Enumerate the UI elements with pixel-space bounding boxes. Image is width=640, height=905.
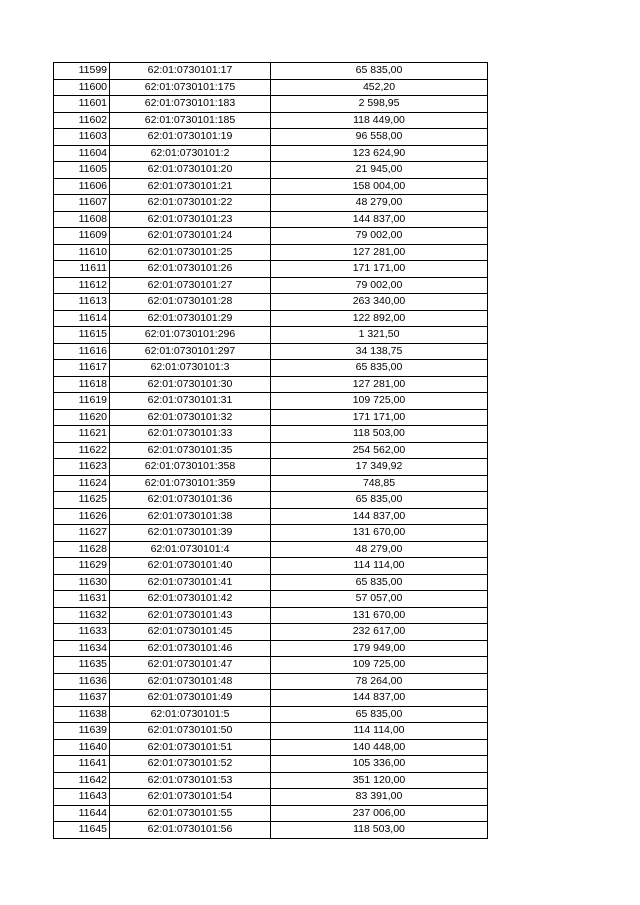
table-row — [54, 79, 488, 96]
cadastral-number-cell: 62:01:0730101:27 — [110, 277, 271, 294]
table-row — [54, 63, 488, 80]
value-cell: 118 503,00 — [271, 426, 488, 443]
value-cell: 109 725,00 — [271, 657, 488, 674]
value-cell: 2 598,95 — [271, 96, 488, 113]
value-cell: 17 349,92 — [271, 459, 488, 476]
value-cell: 65 835,00 — [271, 360, 488, 377]
row-number-cell: 11609 — [54, 228, 110, 245]
cadastral-number-cell: 62:01:0730101:41 — [110, 574, 271, 591]
row-number-cell: 11600 — [54, 79, 110, 96]
value-cell: 171 171,00 — [271, 409, 488, 426]
cadastral-number-cell: 62:01:0730101:40 — [110, 558, 271, 575]
table-row — [54, 574, 488, 591]
table-row — [54, 294, 488, 311]
cadastral-number-cell: 62:01:0730101:55 — [110, 805, 271, 822]
table-row — [54, 327, 488, 344]
table-row — [54, 805, 488, 822]
value-cell: 57 057,00 — [271, 591, 488, 608]
table-row — [54, 739, 488, 756]
cadastral-number-cell: 62:01:0730101:5 — [110, 706, 271, 723]
cadastral-number-cell: 62:01:0730101:48 — [110, 673, 271, 690]
cadastral-number-cell: 62:01:0730101:30 — [110, 376, 271, 393]
table-row — [54, 789, 488, 806]
cadastral-number-cell: 62:01:0730101:185 — [110, 112, 271, 129]
cadastral-number-cell: 62:01:0730101:42 — [110, 591, 271, 608]
cadastral-number-cell: 62:01:0730101:33 — [110, 426, 271, 443]
row-number-cell: 11643 — [54, 789, 110, 806]
value-cell: 254 562,00 — [271, 442, 488, 459]
value-cell: 118 449,00 — [271, 112, 488, 129]
row-number-cell: 11631 — [54, 591, 110, 608]
table-row — [54, 178, 488, 195]
table-row — [54, 211, 488, 228]
row-number-cell: 11606 — [54, 178, 110, 195]
value-cell: 109 725,00 — [271, 393, 488, 410]
cadastral-number-cell: 62:01:0730101:21 — [110, 178, 271, 195]
row-number-cell: 11624 — [54, 475, 110, 492]
cadastral-number-cell: 62:01:0730101:297 — [110, 343, 271, 360]
cadastral-number-cell: 62:01:0730101:29 — [110, 310, 271, 327]
table-row — [54, 261, 488, 278]
row-number-cell: 11640 — [54, 739, 110, 756]
value-cell: 21 945,00 — [271, 162, 488, 179]
value-cell: 131 670,00 — [271, 607, 488, 624]
value-cell: 65 835,00 — [271, 492, 488, 509]
value-cell: 237 006,00 — [271, 805, 488, 822]
table-row — [54, 162, 488, 179]
row-number-cell: 11627 — [54, 525, 110, 542]
row-number-cell: 11618 — [54, 376, 110, 393]
row-number-cell: 11620 — [54, 409, 110, 426]
value-cell: 48 279,00 — [271, 541, 488, 558]
value-cell: 127 281,00 — [271, 376, 488, 393]
cadastral-value-table — [53, 62, 488, 839]
value-cell: 78 264,00 — [271, 673, 488, 690]
row-number-cell: 11608 — [54, 211, 110, 228]
row-number-cell: 11625 — [54, 492, 110, 509]
value-cell: 263 340,00 — [271, 294, 488, 311]
table-row — [54, 459, 488, 476]
row-number-cell: 11601 — [54, 96, 110, 113]
table-row — [54, 492, 488, 509]
row-number-cell: 11599 — [54, 63, 110, 80]
cadastral-number-cell: 62:01:0730101:36 — [110, 492, 271, 509]
cadastral-number-cell: 62:01:0730101:4 — [110, 541, 271, 558]
value-cell: 96 558,00 — [271, 129, 488, 146]
table-body — [54, 63, 488, 839]
table-row — [54, 772, 488, 789]
cadastral-number-cell: 62:01:0730101:45 — [110, 624, 271, 641]
value-cell: 158 004,00 — [271, 178, 488, 195]
cadastral-number-cell: 62:01:0730101:53 — [110, 772, 271, 789]
value-cell: 351 120,00 — [271, 772, 488, 789]
table-row — [54, 244, 488, 261]
row-number-cell: 11602 — [54, 112, 110, 129]
table-row — [54, 145, 488, 162]
cadastral-number-cell: 62:01:0730101:25 — [110, 244, 271, 261]
table-row — [54, 706, 488, 723]
value-cell: 105 336,00 — [271, 756, 488, 773]
row-number-cell: 11623 — [54, 459, 110, 476]
table-row — [54, 723, 488, 740]
cadastral-number-cell: 62:01:0730101:51 — [110, 739, 271, 756]
cadastral-number-cell: 62:01:0730101:23 — [110, 211, 271, 228]
table-row — [54, 277, 488, 294]
cadastral-number-cell: 62:01:0730101:3 — [110, 360, 271, 377]
row-number-cell: 11617 — [54, 360, 110, 377]
cadastral-number-cell: 62:01:0730101:183 — [110, 96, 271, 113]
row-number-cell: 11629 — [54, 558, 110, 575]
row-number-cell: 11613 — [54, 294, 110, 311]
table-row — [54, 822, 488, 839]
table-row — [54, 409, 488, 426]
row-number-cell: 11632 — [54, 607, 110, 624]
value-cell: 144 837,00 — [271, 690, 488, 707]
row-number-cell: 11644 — [54, 805, 110, 822]
table-row — [54, 442, 488, 459]
row-number-cell: 11616 — [54, 343, 110, 360]
value-cell: 114 114,00 — [271, 558, 488, 575]
row-number-cell: 11614 — [54, 310, 110, 327]
value-cell: 140 448,00 — [271, 739, 488, 756]
row-number-cell: 11621 — [54, 426, 110, 443]
table-row — [54, 426, 488, 443]
cadastral-number-cell: 62:01:0730101:56 — [110, 822, 271, 839]
cadastral-number-cell: 62:01:0730101:28 — [110, 294, 271, 311]
table-row — [54, 640, 488, 657]
cadastral-number-cell: 62:01:0730101:50 — [110, 723, 271, 740]
row-number-cell: 11612 — [54, 277, 110, 294]
cadastral-number-cell: 62:01:0730101:19 — [110, 129, 271, 146]
cadastral-number-cell: 62:01:0730101:358 — [110, 459, 271, 476]
table-row — [54, 558, 488, 575]
cadastral-number-cell: 62:01:0730101:26 — [110, 261, 271, 278]
cadastral-number-cell: 62:01:0730101:20 — [110, 162, 271, 179]
row-number-cell: 11641 — [54, 756, 110, 773]
cadastral-number-cell: 62:01:0730101:52 — [110, 756, 271, 773]
row-number-cell: 11638 — [54, 706, 110, 723]
table-row — [54, 112, 488, 129]
table-row — [54, 541, 488, 558]
row-number-cell: 11645 — [54, 822, 110, 839]
value-cell: 122 892,00 — [271, 310, 488, 327]
cadastral-number-cell: 62:01:0730101:296 — [110, 327, 271, 344]
cadastral-number-cell: 62:01:0730101:35 — [110, 442, 271, 459]
row-number-cell: 11626 — [54, 508, 110, 525]
value-cell: 232 617,00 — [271, 624, 488, 641]
table-row — [54, 360, 488, 377]
cadastral-number-cell: 62:01:0730101:31 — [110, 393, 271, 410]
value-cell: 748,85 — [271, 475, 488, 492]
value-cell: 123 624,90 — [271, 145, 488, 162]
value-cell: 79 002,00 — [271, 277, 488, 294]
cadastral-number-cell: 62:01:0730101:54 — [110, 789, 271, 806]
row-number-cell: 11619 — [54, 393, 110, 410]
row-number-cell: 11633 — [54, 624, 110, 641]
value-cell: 118 503,00 — [271, 822, 488, 839]
cadastral-number-cell: 62:01:0730101:49 — [110, 690, 271, 707]
value-cell: 1 321,50 — [271, 327, 488, 344]
row-number-cell: 11607 — [54, 195, 110, 212]
table-row — [54, 607, 488, 624]
table-row — [54, 376, 488, 393]
value-cell: 452,20 — [271, 79, 488, 96]
value-cell: 65 835,00 — [271, 706, 488, 723]
table-row — [54, 508, 488, 525]
cadastral-number-cell: 62:01:0730101:46 — [110, 640, 271, 657]
table-row — [54, 129, 488, 146]
value-cell: 79 002,00 — [271, 228, 488, 245]
table-row — [54, 657, 488, 674]
value-cell: 34 138,75 — [271, 343, 488, 360]
row-number-cell: 11604 — [54, 145, 110, 162]
table-row — [54, 756, 488, 773]
row-number-cell: 11639 — [54, 723, 110, 740]
value-cell: 48 279,00 — [271, 195, 488, 212]
value-cell: 131 670,00 — [271, 525, 488, 542]
table-row — [54, 96, 488, 113]
cadastral-number-cell: 62:01:0730101:22 — [110, 195, 271, 212]
table-row — [54, 228, 488, 245]
value-cell: 144 837,00 — [271, 508, 488, 525]
row-number-cell: 11630 — [54, 574, 110, 591]
cadastral-number-cell: 62:01:0730101:24 — [110, 228, 271, 245]
row-number-cell: 11636 — [54, 673, 110, 690]
table-row — [54, 475, 488, 492]
table-row — [54, 591, 488, 608]
row-number-cell: 11634 — [54, 640, 110, 657]
value-cell: 171 171,00 — [271, 261, 488, 278]
value-cell: 127 281,00 — [271, 244, 488, 261]
cadastral-number-cell: 62:01:0730101:47 — [110, 657, 271, 674]
value-cell: 114 114,00 — [271, 723, 488, 740]
table-row — [54, 624, 488, 641]
value-cell: 65 835,00 — [271, 574, 488, 591]
table-row — [54, 195, 488, 212]
table-row — [54, 690, 488, 707]
cadastral-number-cell: 62:01:0730101:17 — [110, 63, 271, 80]
value-cell: 179 949,00 — [271, 640, 488, 657]
table-row — [54, 310, 488, 327]
value-cell: 65 835,00 — [271, 63, 488, 80]
row-number-cell: 11622 — [54, 442, 110, 459]
value-cell: 144 837,00 — [271, 211, 488, 228]
row-number-cell: 11611 — [54, 261, 110, 278]
cadastral-number-cell: 62:01:0730101:39 — [110, 525, 271, 542]
table-row — [54, 673, 488, 690]
cadastral-number-cell: 62:01:0730101:175 — [110, 79, 271, 96]
row-number-cell: 11615 — [54, 327, 110, 344]
row-number-cell: 11610 — [54, 244, 110, 261]
row-number-cell: 11628 — [54, 541, 110, 558]
cadastral-number-cell: 62:01:0730101:2 — [110, 145, 271, 162]
cadastral-number-cell: 62:01:0730101:359 — [110, 475, 271, 492]
row-number-cell: 11603 — [54, 129, 110, 146]
value-cell: 83 391,00 — [271, 789, 488, 806]
table-row — [54, 393, 488, 410]
table-row — [54, 343, 488, 360]
row-number-cell: 11642 — [54, 772, 110, 789]
cadastral-number-cell: 62:01:0730101:38 — [110, 508, 271, 525]
table-row — [54, 525, 488, 542]
row-number-cell: 11605 — [54, 162, 110, 179]
cadastral-number-cell: 62:01:0730101:43 — [110, 607, 271, 624]
cadastral-number-cell: 62:01:0730101:32 — [110, 409, 271, 426]
row-number-cell: 11637 — [54, 690, 110, 707]
row-number-cell: 11635 — [54, 657, 110, 674]
